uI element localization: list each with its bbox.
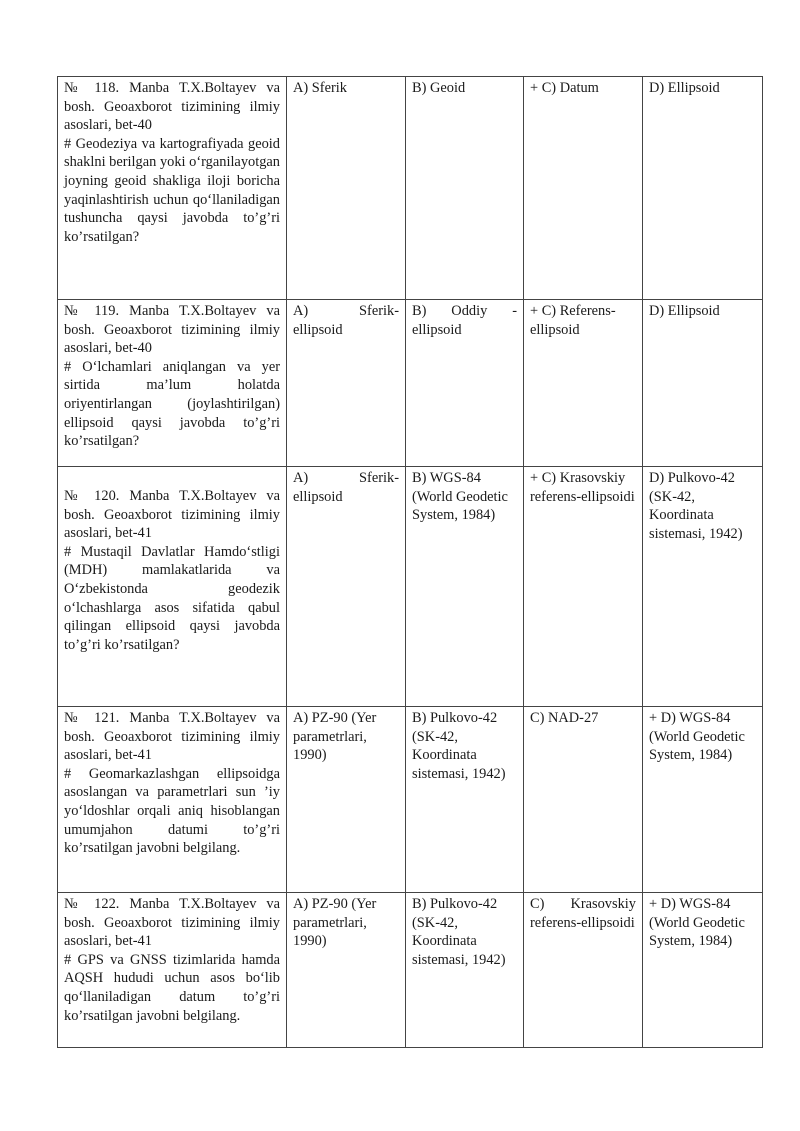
question-cell [58, 467, 287, 707]
option-b: B) Oddiy - ellipsoid [406, 300, 524, 467]
option-d: + D) WGS-84 (World Geodetic System, 1984) [643, 707, 763, 893]
question-source: № 122. Manba T.X.Boltayev va bosh. Geoaxborot tizimining ilmiy asoslari, bet-41 [64, 896, 280, 950]
option-b: B) WGS-84 (World Geodetic System, 1984) [406, 467, 524, 707]
question-text: # GPS va GNSS tizimlarida hamda AQSH hududi uchun asos bo‘lib qo‘llaniladigan datum to’g’ri ko’rsatilgan javobni belgilang. [64, 951, 280, 1024]
option-d: D) Ellipsoid [643, 77, 763, 300]
question-cell [58, 707, 287, 893]
option-b: B) Pulkovo-42 (SK-42, Koordinata sistemasi, 1942) [406, 707, 524, 893]
option-a: A) Sferik-ellipsoid [287, 467, 406, 707]
option-a: A) Sferik-ellipsoid [287, 300, 406, 467]
question-table [57, 76, 763, 1048]
question-cell [58, 77, 287, 300]
question-row [58, 893, 763, 1048]
option-a: A) PZ-90 (Yer parametrlari, 1990) [287, 893, 406, 1048]
option-a: A) PZ-90 (Yer parametrlari, 1990) [287, 707, 406, 893]
question-text: # Mustaqil Davlatlar Hamdo‘stligi (MDH) mamlakatlarida va O‘zbekistonda geodezik o‘lchashlarga asos sifatida qabul qilingan ellipsoid qaysi javobda to’g’ri ko’rsatilgan? [64, 543, 280, 653]
option-c: C) NAD-27 [524, 707, 643, 893]
option-d: + D) WGS-84 (World Geodetic System, 1984) [643, 893, 763, 1048]
option-d: D) Pulkovo-42 (SK-42, Koordinata sistemasi, 1942) [643, 467, 763, 707]
question-text: # Geodeziya va kartografiyada geoid shaklni berilgan yoki o‘rganilayotgan joyning geoid shakliga iloji boricha yaqinlashtirish uchun qo‘llaniladigan tushuncha qaysi javobda to’g’ri ko’rsatilgan? [64, 135, 280, 245]
option-a: A) Sferik [287, 77, 406, 300]
option-b: B) Pulkovo-42 (SK-42, Koordinata sistemasi, 1942) [406, 893, 524, 1048]
option-c: + C) Referens-ellipsoid [524, 300, 643, 467]
question-text: # O‘lchamlari aniqlangan va yer sirtida ma’lum holatda oriyentirlangan (joylashtirilgan) ellipsoid qaysi javobda to’g’ri ko’rsatilgan? [64, 358, 280, 450]
question-source: № 119. Manba T.X.Boltayev va bosh. Geoaxborot tizimining ilmiy asoslari, bet-40 [64, 303, 280, 357]
option-c: C) Krasovskiy referens-ellipsoidi [524, 893, 643, 1048]
question-row [58, 467, 763, 707]
question-source: № 121. Manba T.X.Boltayev va bosh. Geoaxborot tizimining ilmiy asoslari, bet-41 [64, 710, 280, 764]
question-row [58, 77, 763, 300]
question-source: № 120. Manba T.X.Boltayev va bosh. Geoaxborot tizimining ilmiy asoslari, bet-41 [64, 488, 280, 542]
option-c: + C) Datum [524, 77, 643, 300]
option-d: D) Ellipsoid [643, 300, 763, 467]
question-source: № 118. Manba T.X.Boltayev va bosh. Geoaxborot tizimining ilmiy asoslari, bet-40 [64, 80, 280, 134]
option-c: + C) Krasovskiy referens-ellipsoidi [524, 467, 643, 707]
option-b: B) Geoid [406, 77, 524, 300]
question-cell [58, 300, 287, 467]
question-row [58, 707, 763, 893]
question-row [58, 300, 763, 467]
question-cell [58, 893, 287, 1048]
question-text: # Geomarkazlashgan ellipsoidga asoslangan va parametrlari sun ’iy yo‘ldoshlar orqali aniq hisoblangan umumjahon datumi to’g’ri ko’rsatilgan javobni belgilang. [64, 765, 280, 857]
